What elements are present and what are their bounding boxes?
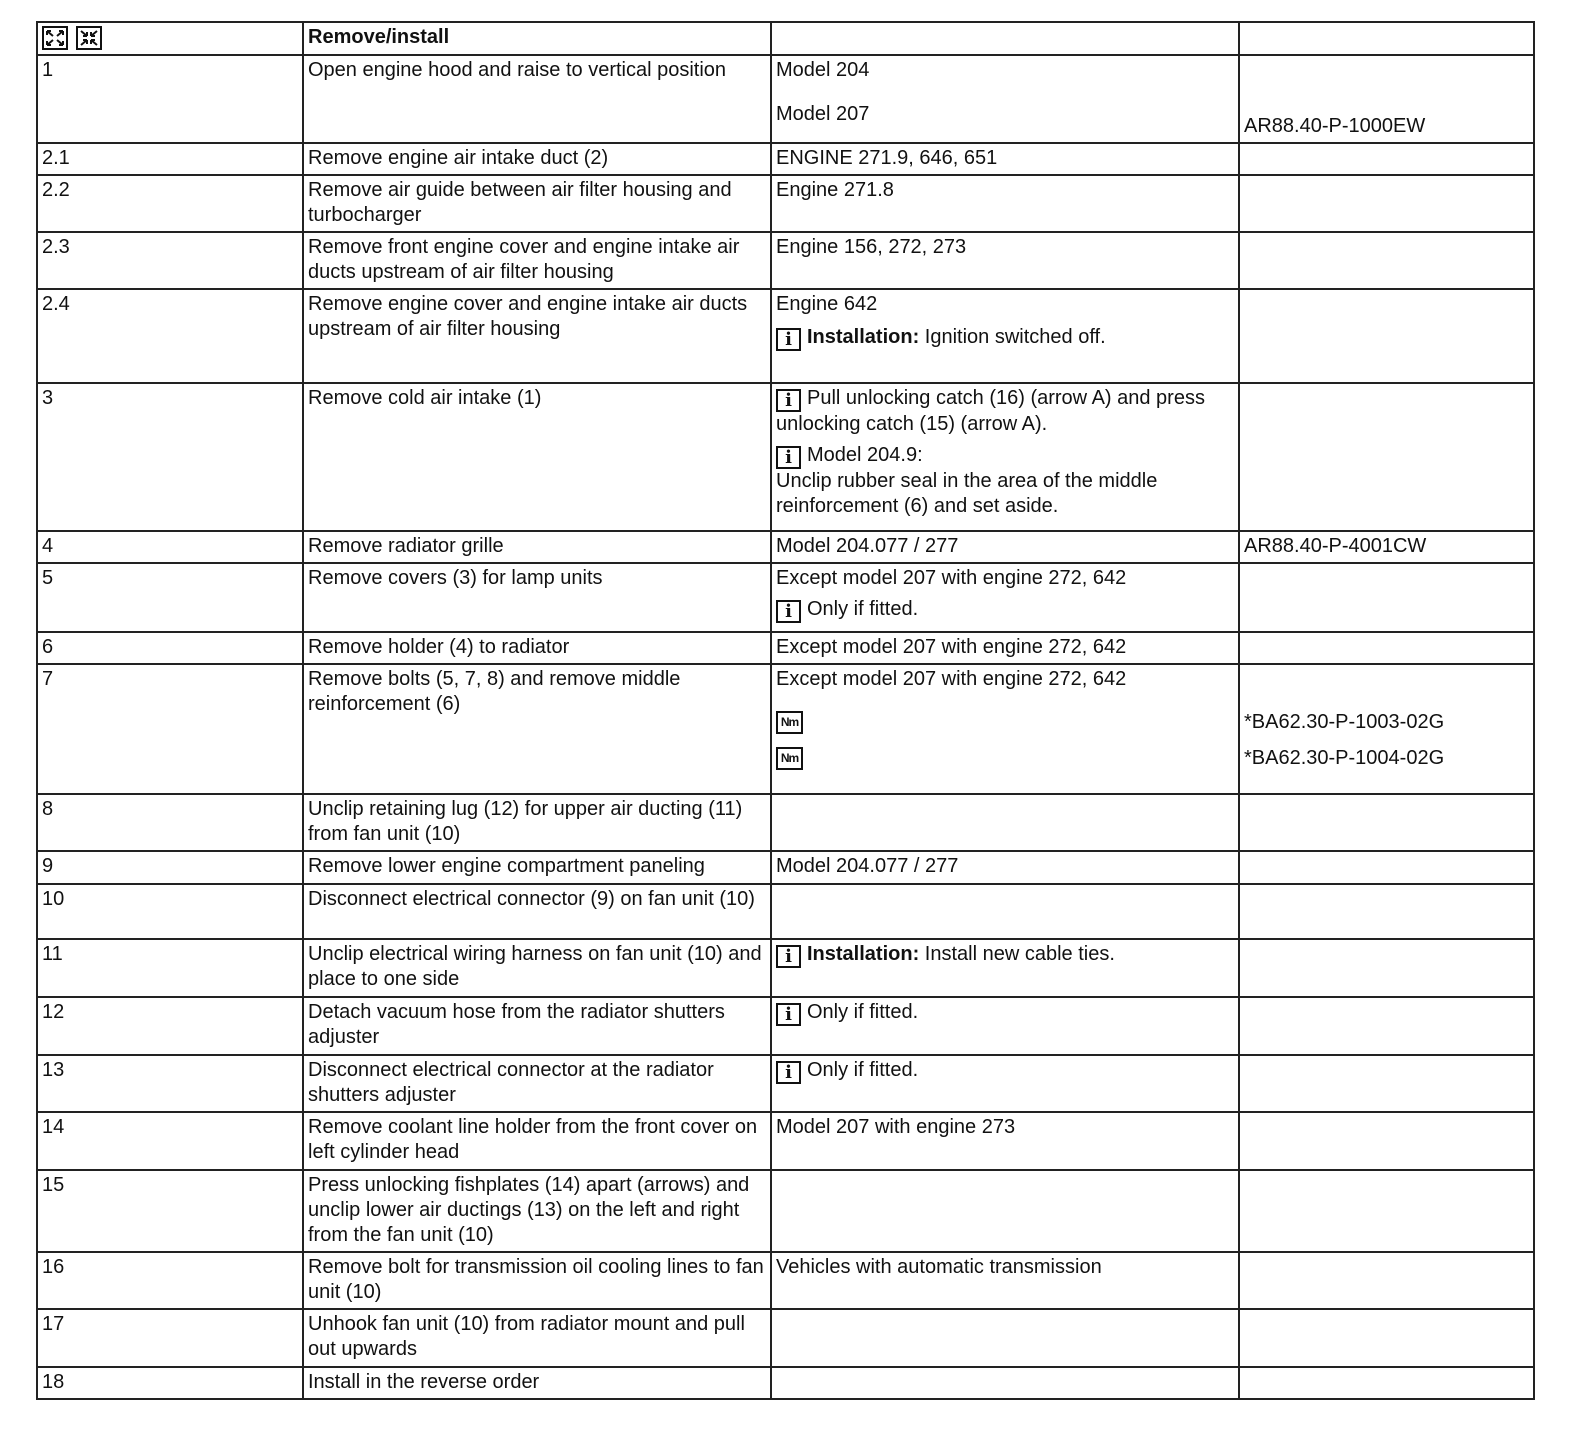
reference-link[interactable]: AR88.40-P-1000EW (1244, 115, 1426, 137)
table-row (37, 531, 1534, 563)
step-number: 4 (37, 531, 303, 563)
table-row (37, 939, 1534, 997)
table-row (37, 232, 1534, 289)
torque-nm-icon: Nm (776, 747, 803, 770)
step-number: 14 (37, 1112, 303, 1170)
step-action: Detach vacuum hose from the radiator shutters adjuster (303, 997, 771, 1055)
step-action: Press unlocking fishplates (14) apart (arrows) and unclip lower air ductings (13) on the left and right from the fan unit (10) (303, 1170, 771, 1252)
step-number: 12 (37, 997, 303, 1055)
step-reference (1239, 1112, 1534, 1170)
step-condition (771, 1309, 1239, 1367)
step-action: Remove lower engine compartment paneling (303, 851, 771, 884)
step-reference (1239, 232, 1534, 289)
table-row (37, 997, 1534, 1055)
step-condition (771, 794, 1239, 851)
header-title: Remove/install (303, 22, 771, 55)
note-text: Only if fitted. (807, 1059, 919, 1081)
step-reference (1239, 55, 1534, 143)
step-number: 7 (37, 664, 303, 794)
header-empty-cell (771, 22, 1239, 55)
procedure-table (36, 21, 1535, 1400)
step-action: Unclip retaining lug (12) for upper air ducting (11) from fan unit (10) (303, 794, 771, 851)
step-condition (771, 1055, 1239, 1112)
table-row (37, 1170, 1534, 1252)
step-condition: Model 204.077 / 277 (771, 851, 1239, 884)
step-condition: Except model 207 with engine 272, 642 (771, 632, 1239, 664)
step-condition (771, 1367, 1239, 1399)
table-row (37, 143, 1534, 175)
step-reference (1239, 939, 1534, 997)
note-text: Pull unlocking catch (16) (arrow A) and press unlocking catch (15) (arrow A). (776, 387, 1205, 435)
note-title: Model 204.9: (807, 444, 923, 466)
header-empty-cell (1239, 22, 1534, 55)
step-reference (1239, 1309, 1534, 1367)
step-action: Remove bolt for transmission oil cooling lines to fan unit (10) (303, 1252, 771, 1309)
step-reference (1239, 632, 1534, 664)
step-number: 5 (37, 563, 303, 632)
step-number: 2.3 (37, 232, 303, 289)
step-condition (771, 289, 1239, 383)
info-icon: i (776, 1003, 801, 1026)
info-icon: i (776, 389, 801, 412)
condition-line: Engine 642 (776, 293, 878, 315)
note-text: Install new cable ties. (924, 943, 1115, 965)
step-action: Remove engine cover and engine intake air ducts upstream of air filter housing (303, 289, 771, 383)
info-icon: i (776, 600, 801, 623)
info-icon: i (776, 1061, 801, 1084)
table-row (37, 794, 1534, 851)
step-condition (771, 563, 1239, 632)
step-number: 9 (37, 851, 303, 884)
step-condition: Model 204.077 / 277 (771, 531, 1239, 563)
step-number: 3 (37, 383, 303, 531)
info-note (776, 386, 1234, 437)
info-icon: i (776, 945, 801, 968)
table-row (37, 851, 1534, 884)
step-reference (1239, 383, 1534, 531)
step-number: 16 (37, 1252, 303, 1309)
info-note (776, 325, 1234, 351)
step-number: 2.4 (37, 289, 303, 383)
step-condition: Engine 156, 272, 273 (771, 232, 1239, 289)
step-condition (771, 664, 1239, 794)
step-number: 2.2 (37, 175, 303, 232)
table-row (37, 175, 1534, 232)
step-action: Remove air guide between air filter housing and turbocharger (303, 175, 771, 232)
step-action: Remove bolts (5, 7, 8) and remove middle reinforcement (6) (303, 664, 771, 794)
step-reference (1239, 851, 1534, 884)
step-reference (1239, 143, 1534, 175)
step-condition: Engine 271.8 (771, 175, 1239, 232)
step-reference (1239, 1055, 1534, 1112)
step-reference (1239, 1367, 1534, 1399)
header-icons-cell (37, 22, 303, 55)
step-action: Open engine hood and raise to vertical position (303, 55, 771, 143)
step-number: 17 (37, 1309, 303, 1367)
reference-link[interactable]: *BA62.30-P-1004-02G (1244, 747, 1445, 769)
step-reference (1239, 1252, 1534, 1309)
note-text: Only if fitted. (807, 598, 919, 620)
table-row (37, 383, 1534, 531)
table-header-row (37, 22, 1534, 55)
table-row (37, 1309, 1534, 1367)
step-reference (1239, 289, 1534, 383)
table-row (37, 884, 1534, 939)
step-reference (1239, 664, 1534, 794)
step-action: Disconnect electrical connector (9) on fan unit (10) (303, 884, 771, 939)
info-note (776, 443, 1234, 469)
note-text: Unclip rubber seal in the area of the middle reinforcement (6) and set aside. (776, 470, 1158, 517)
step-condition (771, 55, 1239, 143)
table-row (37, 632, 1534, 664)
torque-nm-icon: Nm (776, 711, 803, 734)
step-reference (1239, 794, 1534, 851)
note-text: Ignition switched off. (924, 326, 1106, 348)
step-action: Install in the reverse order (303, 1367, 771, 1399)
reference-link[interactable]: *BA62.30-P-1003-02G (1244, 711, 1445, 733)
step-number: 2.1 (37, 143, 303, 175)
step-condition (771, 1170, 1239, 1252)
table-row (37, 1367, 1534, 1399)
step-condition: Vehicles with automatic transmission (771, 1252, 1239, 1309)
step-reference (1239, 884, 1534, 939)
table-row (37, 289, 1534, 383)
info-icon: i (776, 328, 801, 351)
note-label: Installation: (807, 326, 920, 348)
note-label: Installation: (807, 943, 920, 965)
table-row (37, 1055, 1534, 1112)
step-number: 13 (37, 1055, 303, 1112)
step-number: 8 (37, 794, 303, 851)
step-action: Remove covers (3) for lamp units (303, 563, 771, 632)
step-number: 10 (37, 884, 303, 939)
step-condition (771, 884, 1239, 939)
step-reference (1239, 1170, 1534, 1252)
condition-line: Except model 207 with engine 272, 642 (776, 567, 1127, 589)
table-row (37, 664, 1534, 794)
step-action: Disconnect electrical connector at the radiator shutters adjuster (303, 1055, 771, 1112)
step-action: Unclip electrical wiring harness on fan unit (10) and place to one side (303, 939, 771, 997)
step-action: Remove cold air intake (1) (303, 383, 771, 531)
step-action: Remove holder (4) to radiator (303, 632, 771, 664)
step-reference (1239, 563, 1534, 632)
step-action: Remove front engine cover and engine intake air ducts upstream of air filter housing (303, 232, 771, 289)
step-condition: Model 207 with engine 273 (771, 1112, 1239, 1170)
table-row (37, 563, 1534, 632)
step-number: 18 (37, 1367, 303, 1399)
table-row (37, 1112, 1534, 1170)
info-icon: i (776, 446, 801, 469)
step-condition: ENGINE 271.9, 646, 651 (771, 143, 1239, 175)
step-condition (771, 997, 1239, 1055)
note-text: Only if fitted. (807, 1001, 919, 1023)
step-number: 15 (37, 1170, 303, 1252)
step-number: 6 (37, 632, 303, 664)
reference-link[interactable]: AR88.40-P-4001CW (1239, 531, 1534, 563)
condition-line: Except model 207 with engine 272, 642 (776, 668, 1127, 690)
step-condition (771, 939, 1239, 997)
expand-arrows-icon[interactable] (42, 26, 68, 50)
condition-line: Model 207 (776, 103, 870, 125)
step-action: Remove engine air intake duct (2) (303, 143, 771, 175)
step-number: 1 (37, 55, 303, 143)
info-note (776, 597, 1234, 623)
collapse-arrows-icon[interactable] (76, 26, 102, 50)
table-row (37, 1252, 1534, 1309)
step-reference (1239, 175, 1534, 232)
step-condition (771, 383, 1239, 531)
step-action: Unhook fan unit (10) from radiator mount and pull out upwards (303, 1309, 771, 1367)
table-row (37, 55, 1534, 143)
condition-line: Model 204 (776, 59, 870, 81)
step-action: Remove radiator grille (303, 531, 771, 563)
step-action: Remove coolant line holder from the front cover on left cylinder head (303, 1112, 771, 1170)
step-reference (1239, 997, 1534, 1055)
step-number: 11 (37, 939, 303, 997)
